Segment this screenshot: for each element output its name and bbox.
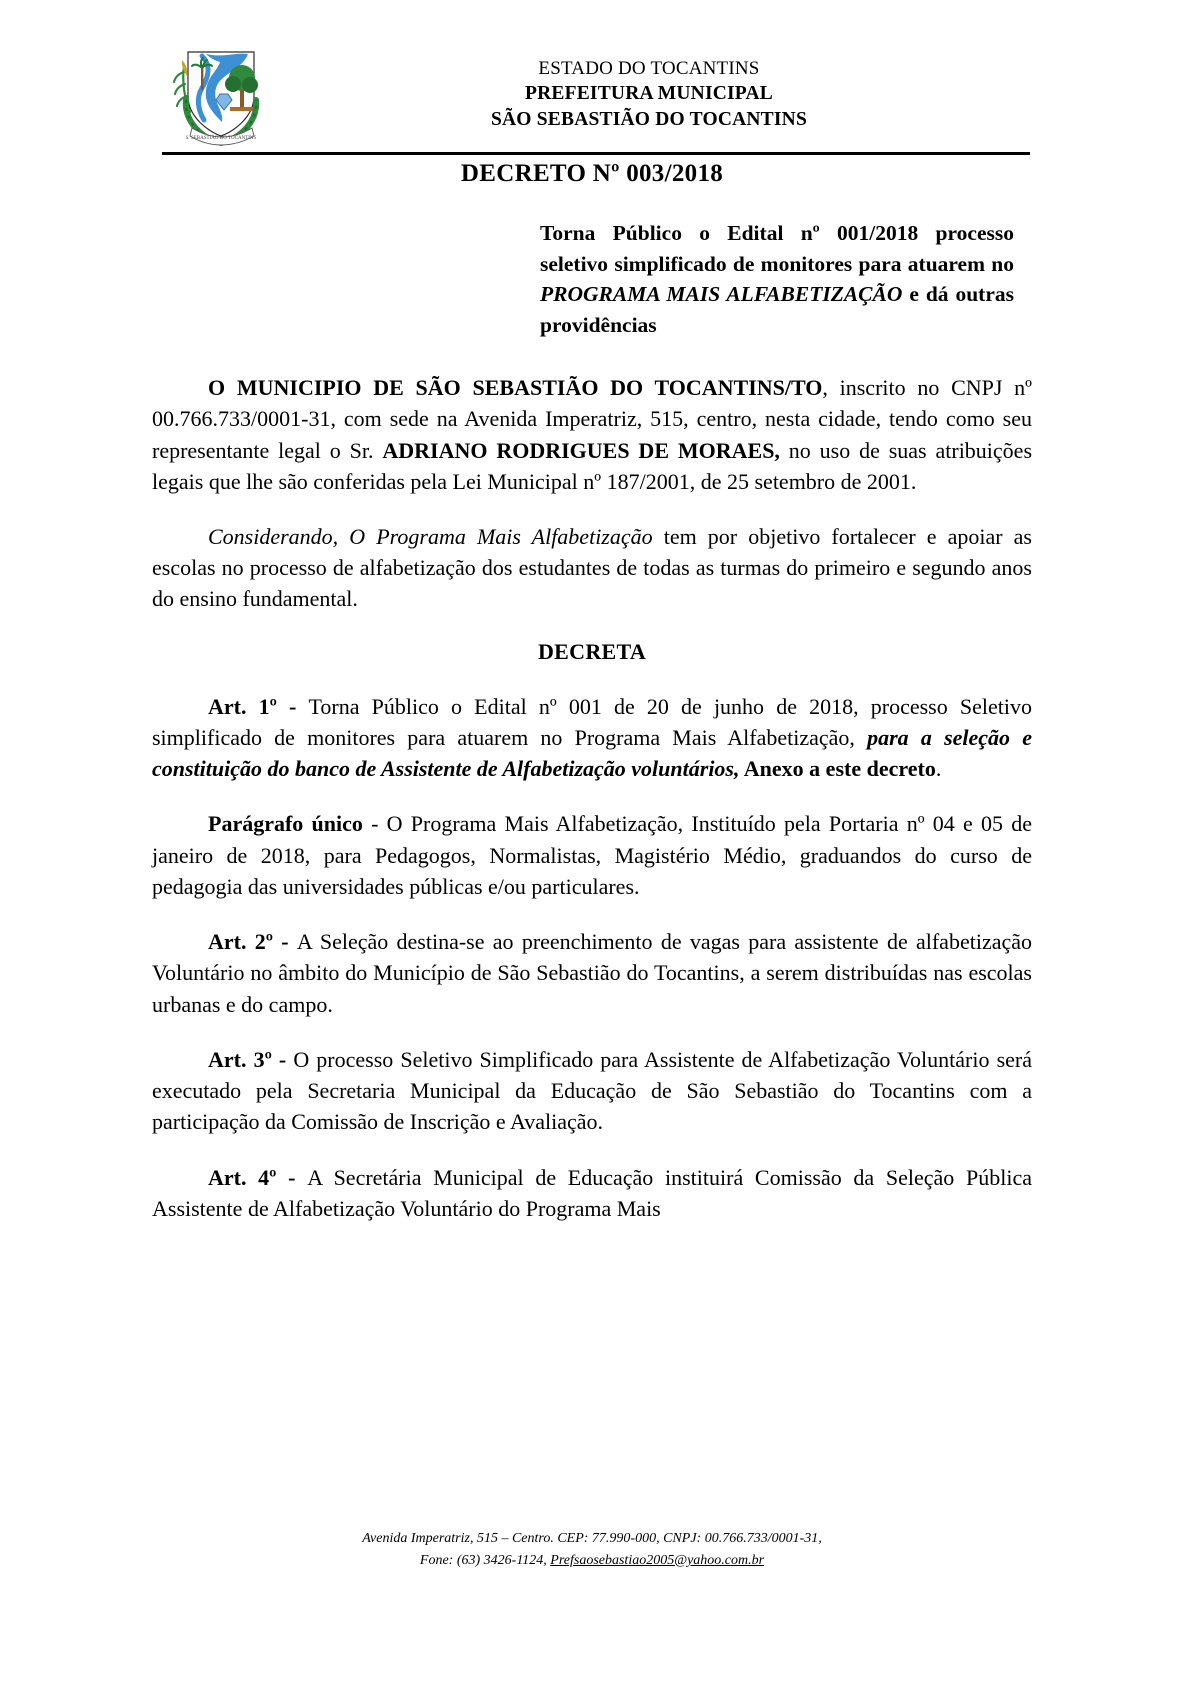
- article-1-label: Art. 1º -: [208, 693, 309, 719]
- preamble-entity-name: O MUNICIPIO DE SÃO SEBASTIÃO DO TOCANTINS/TO: [208, 375, 823, 401]
- article-1-text-1: Torna Público o Edital nº 001 de 20 de junho de 2018, processo Seletivo simplificado de monitores para atuarem no Programa Mais Alfabetização,: [152, 693, 1032, 750]
- svg-text:S. SEBASTIÃO DO TOCANTINS: S. SEBASTIÃO DO TOCANTINS: [185, 136, 257, 141]
- decreta-heading: DECRETA: [537, 638, 647, 664]
- considerando-paragraph: [152, 521, 1032, 615]
- article-4-label: Art. 4º -: [208, 1164, 308, 1190]
- ementa-text-before: Torna Público o Edital nº 001/2018 processo seletivo simplificado de monitores para atuarem no: [540, 221, 1014, 276]
- ementa-block: [540, 218, 1014, 340]
- footer-contact-line: [152, 1550, 1032, 1572]
- brasao-municipal-coat-of-arms: [162, 44, 274, 148]
- preamble-part-2: no uso de suas atribuições legais que lhe são conferidas pela Lei Municipal nº 187/2001, de 25 setembro de 2001.: [152, 437, 1033, 494]
- header-divider-rule: [162, 152, 1030, 155]
- preamble-paragraph: [152, 372, 1032, 497]
- document-footer: [152, 1528, 1032, 1571]
- article-1-text-2: .: [935, 756, 942, 782]
- ementa-text-after: e dá outras providências: [540, 282, 1014, 337]
- article-1-emphasis-bold: Anexo a este decreto: [739, 756, 936, 782]
- header-municipality-line: SÃO SEBASTIÃO DO TOCANTINS: [490, 108, 808, 130]
- paragrafo-unico-label: Parágrafo único: [208, 811, 363, 837]
- page-title: DECRETO Nº 003/2018: [460, 160, 724, 187]
- considerando-rest: tem por objetivo fortalecer e apoiar as escolas no processo de alfabetização dos estudantes de todas as turmas do primeiro e segundo anos do ensino fundamental.: [152, 524, 1032, 612]
- paragrafo-unico-text: - O Programa Mais Alfabetização, Instituído pela Portaria nº 04 e 05 de janeiro de 2018, para Pedagogos, Normalistas, Magistério Médio, graduandos do curso de pedagogia das universidades públicas e/ou particulares.: [152, 811, 1032, 899]
- ementa-program-name: PROGRAMA MAIS ALFABETIZAÇÃO: [540, 282, 903, 307]
- article-2-label: Art. 2º -: [208, 929, 297, 955]
- preamble-part-1: , inscrito no CNPJ nº 00.766.733/0001-31, com sede na Avenida Imperatriz, 515, centro, nesta cidade, tendo como seu representante legal o Sr.: [152, 375, 1032, 463]
- article-4-text: A Secretária Municipal de Educação instituirá Comissão da Seleção Pública Assistente de Alfabetização Voluntário do Programa Mais: [152, 1164, 1032, 1221]
- footer-email-link[interactable]: Prefsaosebastiao2005@yahoo.com.br: [550, 1552, 765, 1568]
- article-4-paragraph: [152, 1162, 1032, 1224]
- document-body: [152, 160, 1032, 1248]
- article-3-label: Art. 3º -: [208, 1046, 294, 1072]
- article-1-emphasis-italic: para a seleção e constituição do banco de Assistente de Alfabetização voluntários,: [152, 724, 1032, 782]
- article-2-paragraph: [152, 926, 1032, 1020]
- article-3-text: O processo Seletivo Simplificado para Assistente de Alfabetização Voluntário será executado pela Secretaria Municipal da Educação de São Sebastião do Tocantins com a participação da Comissão de Inscrição e Avaliação.: [152, 1046, 1032, 1135]
- preamble-mayor-name: ADRIANO RODRIGUES DE MORAES,: [382, 437, 780, 463]
- paragrafo-unico-paragraph: [152, 808, 1032, 902]
- footer-address-line: Avenida Imperatriz, 515 – Centro. CEP: 77.990-000, CNPJ: 00.766.733/0001-31,: [362, 1531, 822, 1546]
- article-1-paragraph: [152, 691, 1032, 785]
- header-state-line: ESTADO DO TOCANTINS: [538, 58, 760, 79]
- header-prefeitura-line: PREFEITURA MUNICIPAL: [525, 83, 773, 105]
- article-2-text: A Seleção destina-se ao preenchimento de vagas para assistente de alfabetização Voluntário no âmbito do Município de São Sebastião do Tocantins, a serem distribuídas nas escolas urbanas e do campo.: [152, 929, 1032, 1017]
- header-titles: [274, 44, 1030, 133]
- article-3-paragraph: [152, 1044, 1032, 1138]
- footer-phone: Fone: (63) 3426-1124,: [419, 1552, 551, 1568]
- document-header: [162, 44, 1030, 148]
- considerando-lead: Considerando, O Programa Mais Alfabetização: [208, 524, 653, 549]
